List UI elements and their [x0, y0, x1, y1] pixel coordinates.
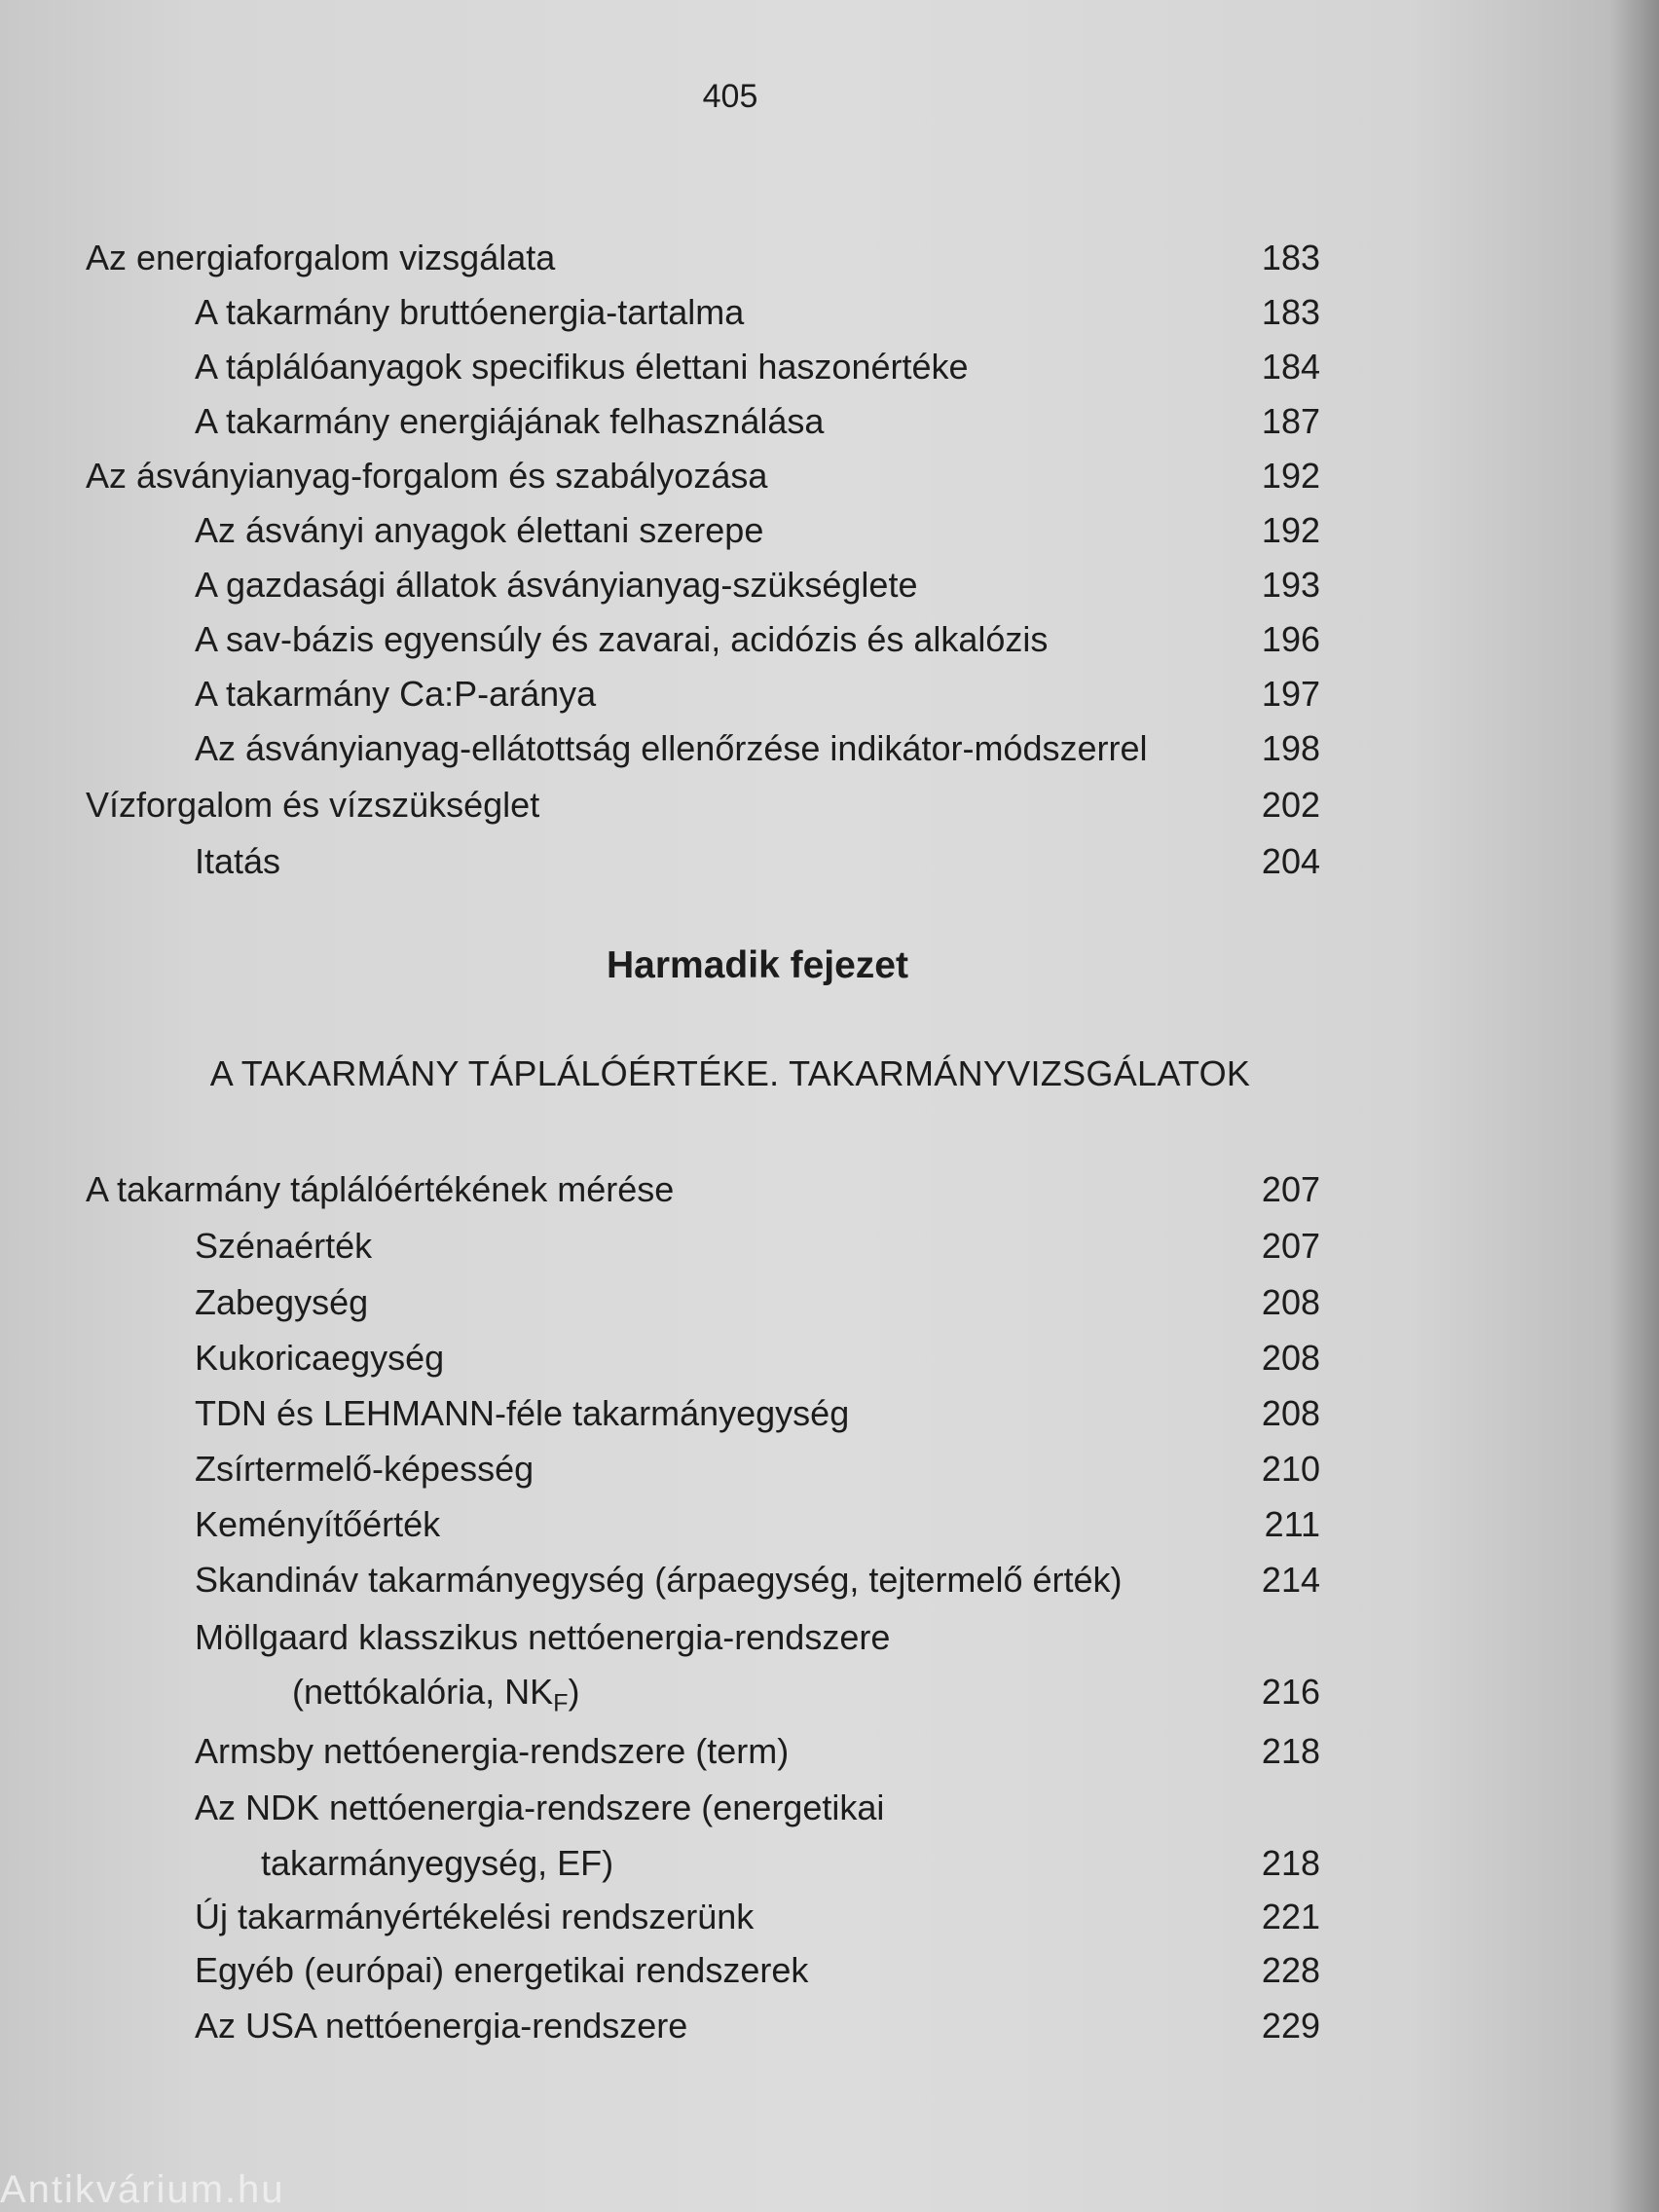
toc-entry-title: TDN és LEHMANN-féle takarmányegység [195, 1393, 850, 1433]
toc-entry [0, 507, 1659, 554]
toc-entry-title: A gazdasági állatok ásványianyag-szükséglete [195, 565, 918, 605]
toc-entry-page: 196 [1261, 619, 1320, 659]
toc-entry-page: 192 [1261, 510, 1320, 550]
toc-entry-page: 229 [1261, 2006, 1320, 2046]
toc-entry [0, 1335, 1659, 1382]
toc-entry [0, 562, 1659, 608]
toc-entry-page: 218 [1261, 1731, 1320, 1771]
toc-entry-title: takarmányegység, EF) [261, 1843, 614, 1883]
toc-entry-page: 183 [1261, 238, 1320, 277]
toc-entry-title: Az ásványianyag-forgalom és szabályozása [86, 456, 768, 496]
toc-entry-page: 184 [1261, 347, 1320, 387]
toc-entry [0, 1947, 1659, 1994]
toc-entry [0, 453, 1659, 499]
toc-entry-title: Az ásványi anyagok élettani szerepe [195, 510, 764, 550]
toc-entry-page: 207 [1261, 1226, 1320, 1266]
toc-entry-title: Kukoricaegység [195, 1338, 445, 1378]
toc-entry [0, 1446, 1659, 1493]
toc-entry-title: Zabegység [195, 1282, 369, 1322]
toc-entry [0, 1501, 1659, 1548]
toc-entry-page: 218 [1261, 1843, 1320, 1883]
toc-entry-page: 204 [1261, 841, 1320, 881]
toc-entry-title: A takarmány Ca:P-aránya [195, 674, 597, 714]
toc-entry-page: 192 [1261, 456, 1320, 496]
toc-entry [0, 782, 1659, 829]
toc-entry-title: A táplálóanyagok specifikus élettani haszonértéke [195, 347, 969, 387]
toc-entry [0, 1728, 1659, 1775]
toc-entry-page: 211 [1264, 1504, 1320, 1544]
toc-entry-title [292, 1669, 580, 1727]
toc-entry [0, 1669, 1659, 1715]
toc-entry-title: Möllgaard klasszikus nettóenergia-rendszere [195, 1617, 891, 1657]
toc-entry [0, 1223, 1659, 1270]
toc-entry [0, 398, 1659, 445]
toc-entry [0, 1166, 1659, 1213]
chapter-title: Harmadik fejezet [607, 944, 908, 986]
toc-entry-title: Szénaérték [195, 1226, 373, 1266]
toc-entry-title: A takarmány energiájának felhasználása [195, 401, 825, 441]
toc-entry-page: 193 [1261, 565, 1320, 605]
chapter-subtitle: A TAKARMÁNY TÁPLÁLÓÉRTÉKE. TAKARMÁNYVIZSGÁLATOK [209, 1053, 1251, 1093]
toc-entry [0, 1390, 1659, 1437]
toc-entry [0, 289, 1659, 336]
toc-entry-page: 198 [1261, 728, 1320, 768]
toc-entry-title: Az NDK nettóenergia-rendszere (energetikai [195, 1788, 885, 1827]
toc-entry-page: 208 [1261, 1338, 1320, 1378]
toc-entry-title: Keményítőérték [195, 1504, 441, 1544]
toc-entry [0, 1785, 1659, 1831]
toc-entry-title: Új takarmányértékelési rendszerünk [195, 1897, 755, 1936]
toc-entry [0, 725, 1659, 772]
toc-entry [0, 616, 1659, 663]
toc-entry-page: 214 [1261, 1560, 1320, 1600]
toc-entry [0, 344, 1659, 390]
subscript: F [553, 1689, 569, 1717]
toc-entry [0, 1840, 1659, 1887]
toc-entry [0, 2003, 1659, 2049]
toc-entry-page: 210 [1261, 1449, 1320, 1489]
toc-entry-page: 228 [1261, 1950, 1320, 1990]
toc-entry-title-text: (nettókalória, NK [292, 1672, 554, 1712]
toc-entry-page: 221 [1261, 1897, 1320, 1936]
toc-entry-page: 208 [1261, 1393, 1320, 1433]
toc-entry [0, 235, 1659, 281]
toc-entry-title: A takarmány bruttóenergia-tartalma [195, 292, 745, 332]
toc-entry [0, 1614, 1659, 1661]
toc-entry [0, 671, 1659, 718]
toc-entry [0, 1557, 1659, 1604]
toc-entry-page: 202 [1261, 785, 1320, 825]
toc-entry-title: Zsírtermelő-képesség [195, 1449, 535, 1489]
toc-entry-title: A sav-bázis egyensúly és zavarai, acidózis és alkalózis [195, 619, 1049, 659]
toc-entry-page: 216 [1261, 1672, 1320, 1712]
toc-entry-page: 197 [1261, 674, 1320, 714]
watermark: Antikvárium.hu [0, 2168, 285, 2211]
toc-entry-page: 207 [1261, 1169, 1320, 1209]
page-number: 405 [702, 78, 758, 115]
toc-entry [0, 1279, 1659, 1326]
toc-entry-page: 208 [1261, 1282, 1320, 1322]
toc-entry-title: Armsby nettóenergia-rendszere (term) [195, 1731, 790, 1771]
toc-entry-page: 187 [1261, 401, 1320, 441]
toc-entry-title: Az energiaforgalom vizsgálata [86, 238, 556, 277]
toc-entry-title: A takarmány táplálóértékének mérése [86, 1169, 675, 1209]
toc-entry-title: Vízforgalom és vízszükséglet [86, 785, 540, 825]
toc-entry-title: Skandináv takarmányegység (árpaegység, tejtermelő érték) [195, 1560, 1123, 1600]
toc-entry-title: Az ásványianyag-ellátottság ellenőrzése indikátor-módszerrel [195, 728, 1148, 768]
toc-entry-title: Az USA nettóenergia-rendszere [195, 2006, 688, 2046]
toc-entry [0, 838, 1659, 885]
toc-entry [0, 1894, 1659, 1940]
toc-entry-title: Itatás [195, 841, 281, 881]
toc-entry-title: Egyéb (európai) energetikai rendszerek [195, 1950, 809, 1990]
toc-entry-page: 183 [1261, 292, 1320, 332]
toc-entry-title-tail: ) [568, 1672, 580, 1712]
